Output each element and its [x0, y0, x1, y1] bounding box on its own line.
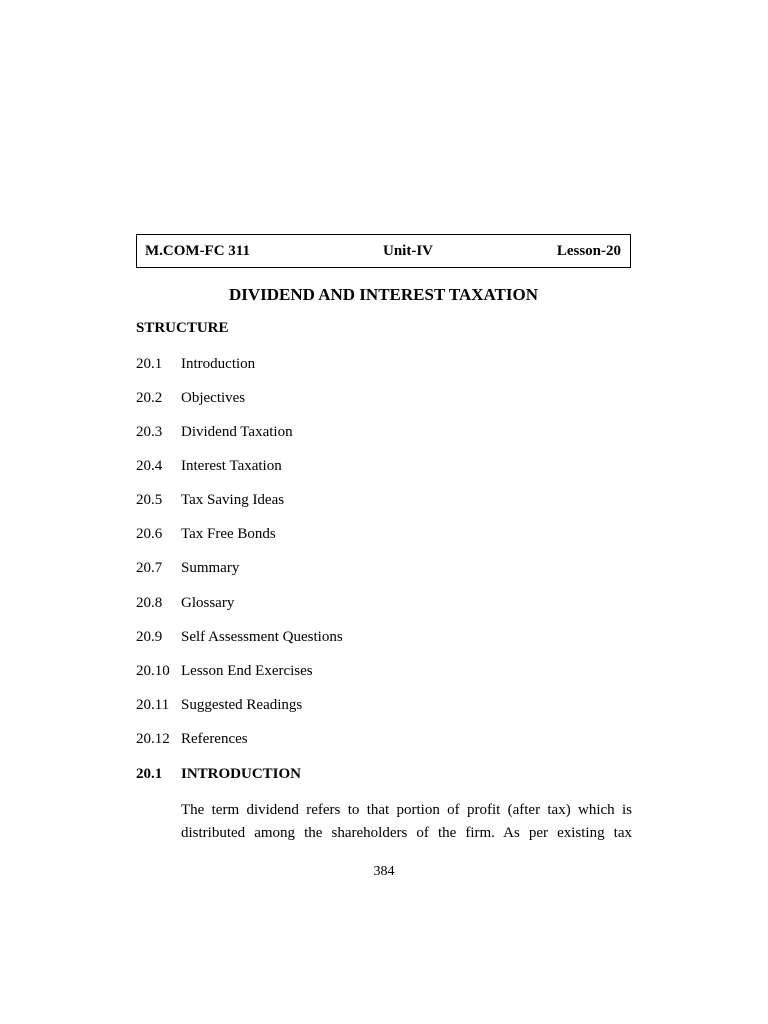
section-title: INTRODUCTION	[181, 766, 302, 782]
toc-number: 20.9	[136, 629, 163, 645]
page-title: DIVIDEND AND INTEREST TAXATION	[228, 285, 539, 304]
toc-label: Self Assessment Questions	[181, 629, 343, 645]
structure-heading: STRUCTURE	[136, 320, 229, 336]
toc-label: References	[181, 731, 248, 747]
course-code: M.COM-FC 311	[145, 243, 250, 259]
body-text-line: The term dividend refers to that portion of profit (after tax) which is	[181, 802, 632, 818]
toc-label: Objectives	[181, 390, 246, 406]
toc-label: Tax Saving Ideas	[181, 492, 285, 508]
lesson-header-box	[136, 234, 631, 268]
section-number: 20.1	[136, 766, 163, 782]
toc-number: 20.10	[136, 663, 170, 679]
toc-number: 20.4	[136, 458, 163, 474]
toc-label: Lesson End Exercises	[181, 663, 313, 679]
toc-number: 20.2	[136, 390, 163, 406]
toc-number: 20.3	[136, 424, 163, 440]
lesson-label: Lesson-20	[556, 243, 621, 259]
toc-number: 20.8	[136, 595, 163, 611]
body-text-line: distributed among the shareholders of the firm. As per existing tax	[181, 825, 632, 841]
toc-number: 20.6	[136, 526, 163, 542]
page-number: 384	[373, 864, 395, 879]
toc-label: Glossary	[181, 595, 235, 611]
toc-number: 20.12	[136, 731, 170, 747]
toc-number: 20.11	[136, 697, 170, 713]
toc-number: 20.7	[136, 560, 163, 576]
toc-label: Interest Taxation	[181, 458, 282, 474]
unit-label: Unit-IV	[383, 243, 434, 259]
toc-label: Suggested Readings	[181, 697, 303, 713]
toc-label: Dividend Taxation	[181, 424, 293, 440]
toc-label: Tax Free Bonds	[181, 526, 276, 542]
toc-number: 20.5	[136, 492, 163, 508]
toc-number: 20.1	[136, 356, 163, 372]
toc-label: Summary	[181, 560, 240, 576]
toc-label: Introduction	[181, 356, 256, 372]
